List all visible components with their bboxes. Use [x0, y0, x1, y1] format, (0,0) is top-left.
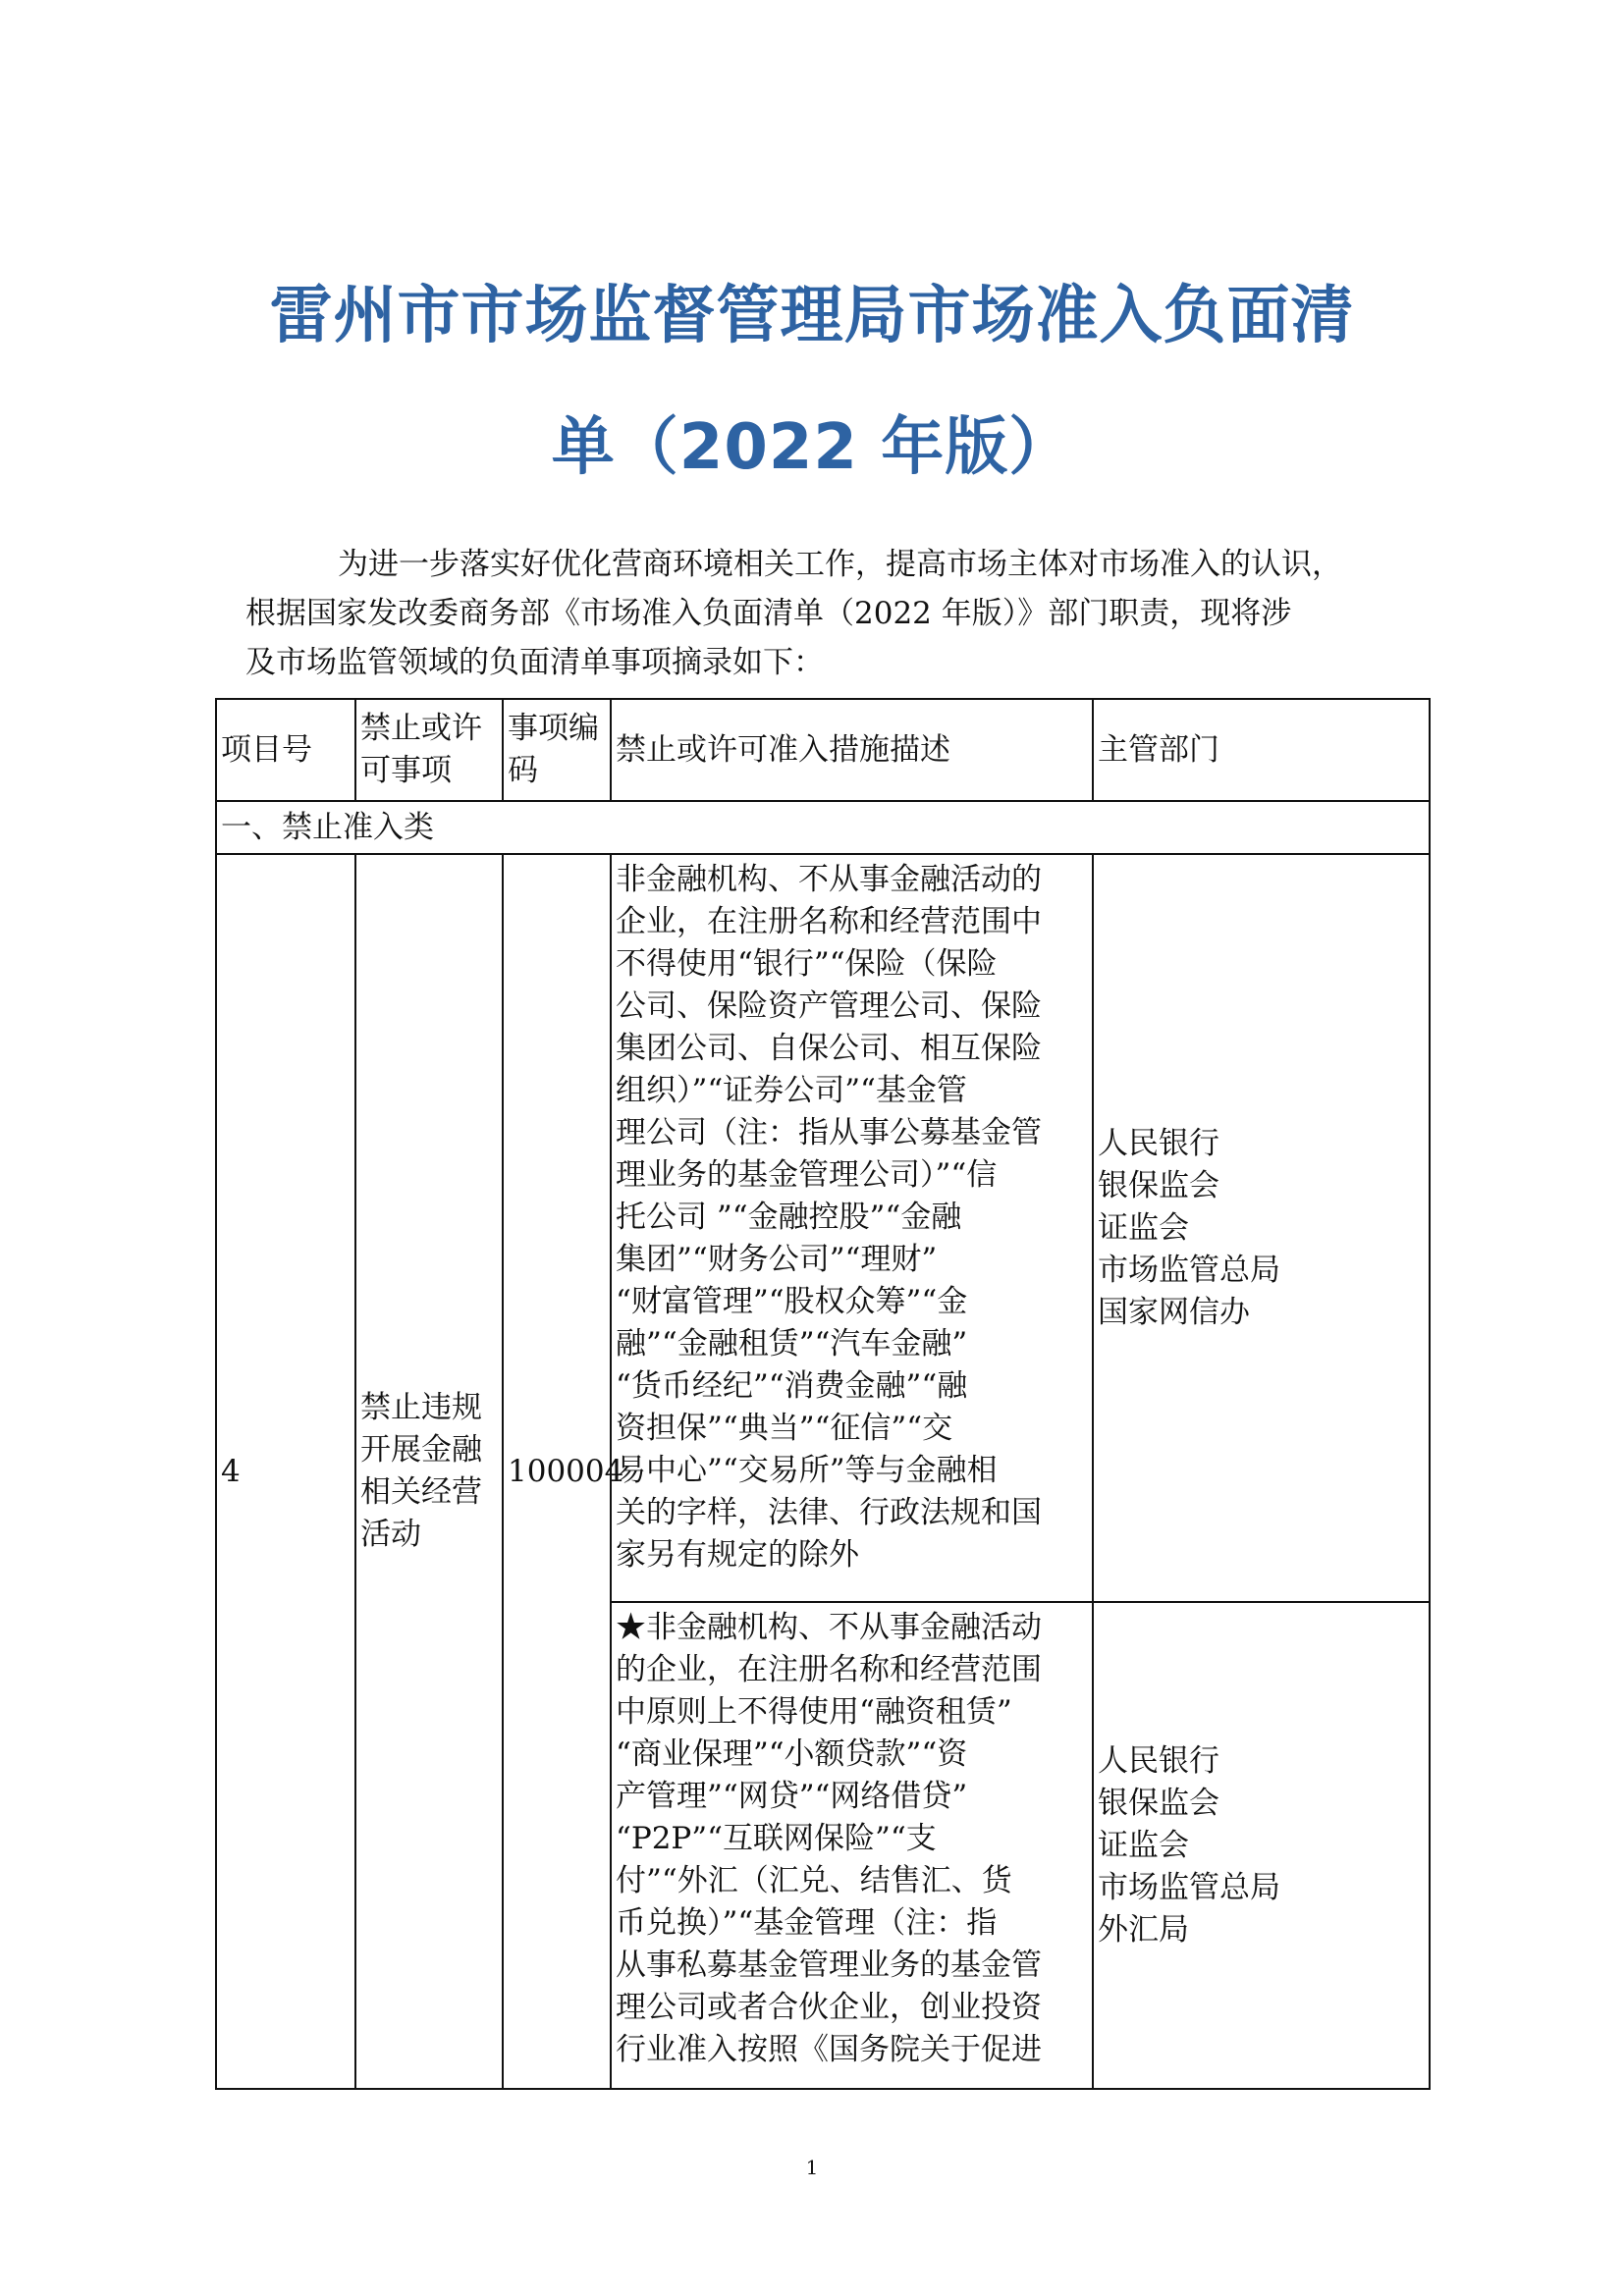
header-code: 事项编 码 [503, 699, 611, 801]
department-list-1: 人民银行 银保监会 证监会 市场监管总局 国家网信办 [1093, 854, 1430, 1602]
table-row [216, 854, 1430, 1602]
page-number: 1 [805, 2156, 819, 2179]
table-header-row [216, 699, 1430, 801]
department-list-2: 人民银行 银保监会 证监会 市场监管总局 外汇局 [1093, 1602, 1430, 2089]
item-number: 4 [216, 854, 355, 2089]
negative-list-table [215, 698, 1431, 2090]
document-title-line-1: 雷州市市场监督管理局市场准入负面清 [269, 280, 1355, 352]
intro-line-1: 为进一步落实好优化营商环境相关工作，提高市场主体对市场准入的认识， [338, 547, 1342, 582]
header-department: 主管部门 [1093, 699, 1430, 801]
measure-description-1: 非金融机构、不从事金融活动的 企业，在注册名称和经营范围中 不得使用“银行”“保险（保险 公司、保险资产管理公司、保险 集团公司、自保公司、相互保险 组织）”“证券公司”“基金管 理公司（注：指从事公募基金管 理业务的基金管理公司）”“信 托公司 ”“金融控股”“金融 集团”“财务公司”“理财” “财富管理”“股权众筹”“金 融”“金融租赁”“汽车金融” “货币经纪”“消费金融”“融 资担保”“典当”“征信”“交 易中心”“交易所”等与金融相 关的字样，法律、行政法规和国 家另有规定的除外 [611, 854, 1093, 1602]
item-matter: 禁止违规 开展金融 相关经营 活动 [355, 854, 503, 2089]
intro-paragraph [245, 540, 1404, 687]
intro-line-3: 及市场监管领域的负面清单事项摘录如下： [245, 645, 824, 680]
intro-line-2: 根据国家发改委商务部《市场准入负面清单（2022 年版）》部门职责，现将涉 [245, 596, 1292, 631]
header-item-number: 项目号 [216, 699, 355, 801]
section-title: 一、禁止准入类 [216, 801, 1430, 854]
measure-description-2: ★非金融机构、不从事金融活动 的企业，在注册名称和经营范围 中原则上不得使用“融资租赁” “商业保理”“小额贷款”“资 产管理”“网贷”“网络借贷” “P2P”“互联网保险”“支 付”“外汇（汇兑、结售汇、货 币兑换）”“基金管理（注：指 从事私募基金管理业务的基金管 理公司或者合伙企业，创业投资 行业准入按照《国务院关于促进 [611, 1602, 1093, 2089]
header-matter: 禁止或许 可事项 [355, 699, 503, 801]
document-title-line-2: 单（2022 年版） [551, 411, 1073, 484]
section-row [216, 801, 1430, 854]
item-code: 100004 [503, 854, 611, 2089]
header-description: 禁止或许可准入措施描述 [611, 699, 1093, 801]
